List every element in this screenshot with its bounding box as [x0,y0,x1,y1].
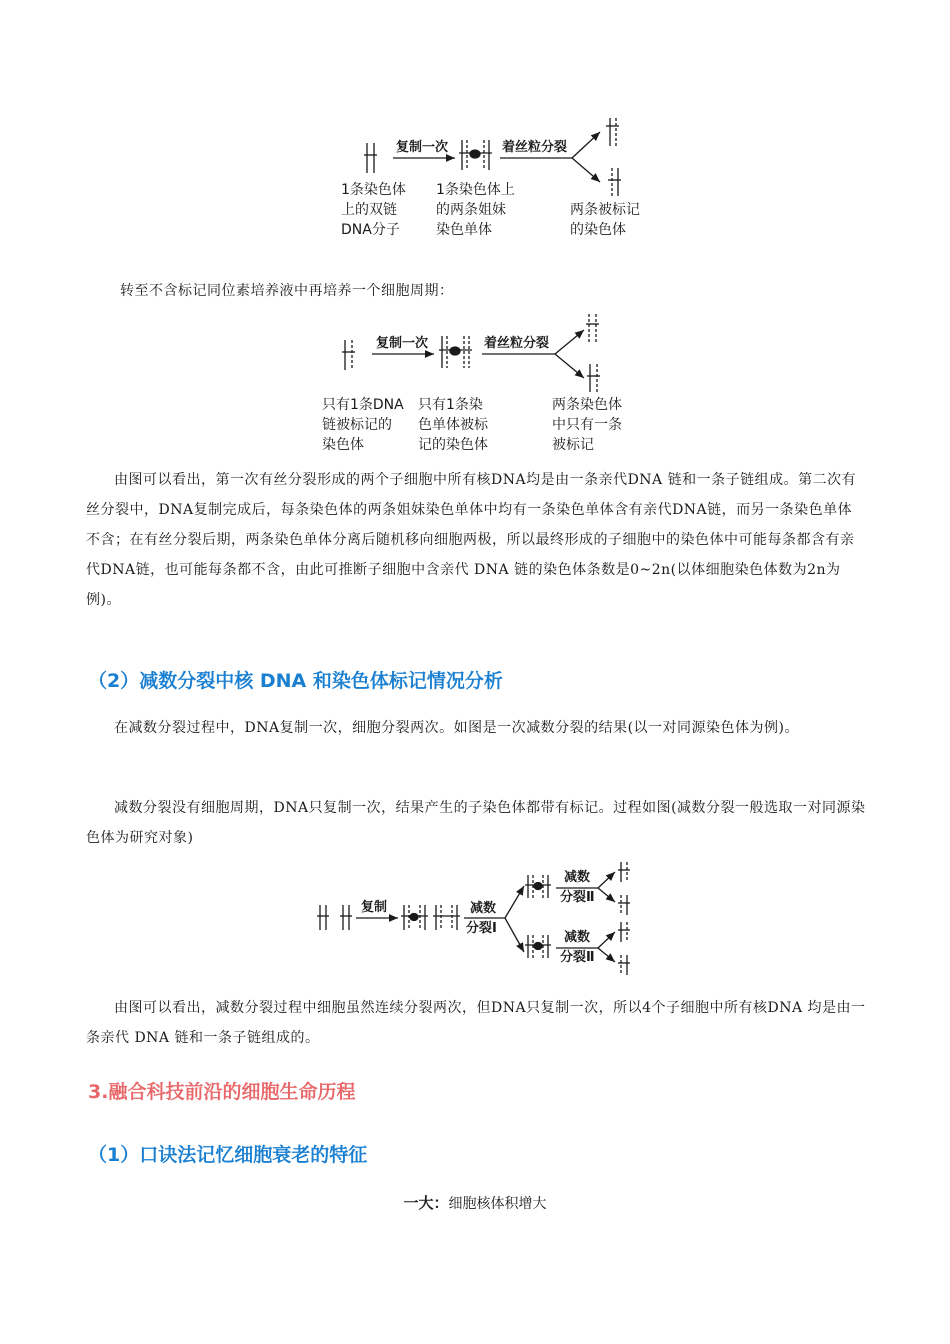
diagram-replication-unlabeled [342,314,600,392]
aging-item [0,1192,950,1213]
caption-group [322,396,622,453]
sister-chromatids-icon [459,140,492,170]
arrow-label: 减数 [564,870,591,885]
caption-line: 只有1条染 [418,397,483,413]
caption-line: 染色体 [322,437,364,453]
heading-meiosis-analysis: （2）减数分裂中核 DNA 和染色体标记情况分析 [88,670,503,692]
paragraph-meiosis-conclusion: 由图可以看出，减数分裂过程中细胞虽然连续分裂两次，但DNA只复制一次，所以4个子细胞中所有核DNA 均是由一条亲代 DNA 链和一条子链组成的。 [86,1000,866,1046]
caption-line: 链被标记的 [322,417,392,433]
caption-line: 两条被标记 [570,202,640,218]
caption-line: DNA分子 [341,222,400,238]
caption-line: 的染色体 [570,222,626,238]
caption-line: 的两条姐妹 [436,202,506,218]
caption-line: 中只有一条 [552,417,622,433]
arrow-label: 复制一次 [376,336,429,351]
caption-line: 两条染色体 [552,397,622,413]
paragraph-meiosis-intro: 在减数分裂过程中，DNA复制一次，细胞分裂两次。如图是一次减数分裂的结果(以一对同源染色体为例)。 [114,720,800,736]
paragraph-mitosis-analysis: 由图可以看出，第一次有丝分裂形成的两个子细胞中所有核DNA均是由一条亲代DNA 链和一条子链组成。第二次有丝分裂中，DNA复制完成后，每条染色体的两条姐妹染色单体中均有一条染色单体含有亲代DNA链，而另一条染色单体不含；在有丝分裂后期，两条染色单体分离后随机移向细胞两极，所以最终形成的子细胞中的染色体中可能每条都含有亲代DNA链，也可能每条都不含，由此可推断子细胞中含亲代 DNA 链的染色体条数是0~2n(以体细胞染色体数为2n为例)。 [86,472,857,608]
homologous-pair-icon [317,905,352,930]
arrow-label: 减数 [470,901,497,916]
arrow-label: 着丝粒分裂 [484,336,550,351]
caption-line: 染色单体 [436,222,492,238]
heading-section-3: 3.融合科技前沿的细胞生命历程 [88,1081,356,1103]
arrow-label: 分裂Ⅰ [466,921,497,936]
gamete-chromosome-icon [618,895,630,915]
caption-line: 色单体被标 [418,417,488,433]
arrow-label: 分裂Ⅱ [560,890,595,905]
heading-aging-mnemonic: （1）口诀法记忆细胞衰老的特征 [88,1144,368,1166]
arrow-label: 减数 [564,930,591,945]
caption-line: 记的染色体 [418,437,488,453]
paragraph-meiosis-process: 减数分裂没有细胞周期，DNA只复制一次，结果产生的子染色体都带有标记。过程如图(减数分裂一般选取一对同源染色体为研究对象) [86,800,866,846]
caption-line: 1条染色体 [341,182,406,198]
arrow-label: 分裂Ⅱ [560,950,595,965]
secondary-cell-chromosome-icon [525,935,551,958]
chromosome-icon [364,143,377,173]
caption-line: 1条染色体上 [436,182,515,198]
caption-group [341,181,640,238]
caption-line: 被标记 [552,437,594,453]
arrow-label: 着丝粒分裂 [502,140,568,155]
paragraph-transfer: 转至不含标记同位素培养液中再培养一个细胞周期： [120,283,454,299]
aging-item-label: 一大： [403,1194,449,1212]
caption-line: 只有1条DNA [322,397,404,413]
replicated-pair-icon [401,905,460,930]
chromosome-icon [342,340,355,370]
daughter-chromosome-icon [608,168,621,196]
daughter-chromosome-icon [587,364,600,392]
daughter-chromosome-icon [586,314,599,342]
arrow-label: 复制 [361,900,388,915]
gamete-chromosome-icon [618,955,630,975]
arrow-label: 复制一次 [396,140,449,155]
gamete-chromosome-icon [618,922,630,942]
aging-item-text: 细胞核体积增大 [448,1196,547,1212]
secondary-cell-chromosome-icon [525,875,551,898]
gamete-chromosome-icon [618,862,630,882]
sister-chromatids-icon [439,336,472,368]
daughter-chromosome-icon [606,118,619,146]
caption-line: 上的双链 [341,202,397,218]
